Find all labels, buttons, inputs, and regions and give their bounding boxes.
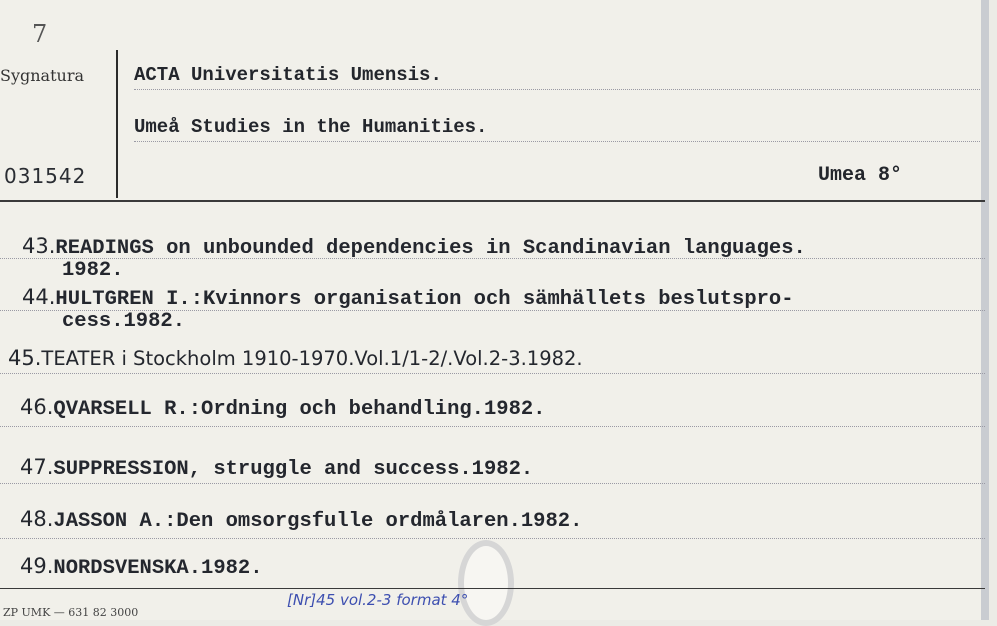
entry-46 — [20, 395, 546, 421]
dotted-rule — [0, 483, 985, 484]
place-format: Umea 8° — [818, 164, 903, 187]
entry-44-continuation: cess.1982. — [62, 310, 186, 333]
entry-47 — [20, 455, 533, 481]
entry-number: 46. — [20, 395, 54, 419]
entry-text: TEATER i Stockholm 1910-1970.Vol.1/1-2/.Vol.2-3.1982. — [41, 347, 583, 370]
entry-number: 45. — [8, 346, 42, 370]
entry-45 — [8, 346, 583, 370]
entry-number: 47. — [20, 455, 54, 479]
entry-text: READINGS on unbounded dependencies in Scandinavian languages. — [55, 237, 806, 260]
entry-number: 44. — [22, 285, 56, 309]
entry-text: SUPPRESSION, struggle and success.1982. — [53, 458, 534, 481]
entry-text: QVARSELL R.:Ordning och behandling.1982. — [53, 398, 546, 421]
entry-text: HULTGREN I.:Kvinnors organisation och sämhällets beslutspro- — [55, 288, 794, 311]
sygnatura-label: Sygnatura — [0, 66, 85, 85]
entry-text: NORDSVENSKA.1982. — [53, 557, 263, 580]
dotted-rule — [134, 141, 980, 142]
handwritten-mark: 7 — [32, 20, 48, 48]
dotted-rule — [0, 258, 985, 259]
entry-43-continuation: 1982. — [62, 259, 124, 282]
entry-49 — [20, 554, 263, 580]
call-number: 031542 — [4, 164, 87, 188]
footer-separator — [0, 588, 985, 589]
entry-text: JASSON A.:Den omsorgsfulle ordmålaren.1982. — [53, 510, 583, 533]
entry-number: 48. — [20, 507, 54, 531]
dotted-rule — [0, 426, 985, 427]
series-subtitle: Umeå Studies in the Humanities. — [134, 116, 488, 138]
printer-imprint: ZP UMK — 631 82 3000 — [3, 606, 139, 619]
handwritten-note: [Nr]45 vol.2-3 format 4° — [287, 591, 469, 609]
dotted-rule — [134, 89, 980, 90]
entry-43 — [22, 234, 806, 260]
header-separator — [0, 200, 985, 202]
series-title: ACTA Universitatis Umensis. — [134, 64, 442, 86]
entry-number: 43. — [22, 234, 56, 258]
dotted-rule — [0, 538, 985, 539]
entry-48 — [20, 507, 582, 533]
vertical-rule — [116, 50, 118, 198]
entry-number: 49. — [20, 554, 54, 578]
entry-44 — [22, 285, 794, 311]
dotted-rule — [0, 373, 985, 374]
punch-hole — [458, 540, 514, 626]
